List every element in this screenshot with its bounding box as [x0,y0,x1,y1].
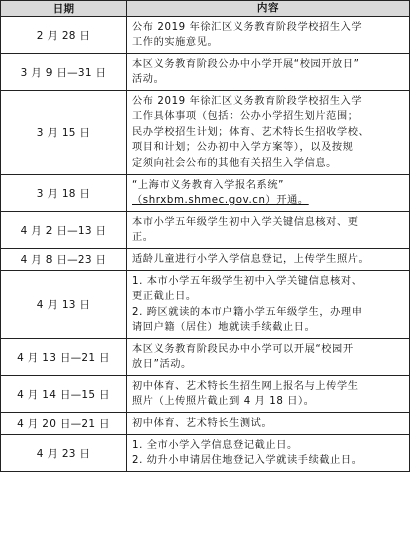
content-line: 项目和计划；公办初中入学方案等），以及按规 [132,142,354,154]
row-content [127,271,409,338]
content-line: 工作具体事项（包括：公办小学招生划片范围； [132,111,359,123]
content-line: 本区义务教育阶段公办中小学开展“校园开放日” [132,58,360,70]
content-line: 本市小学五年级学生初中入学关键信息核对、更 [132,216,359,228]
row-date: 2 月 28 日 [1,17,127,53]
header-date: 日期 [1,1,127,16]
table-header-row [0,0,410,17]
row-content [127,413,409,434]
header-content: 内容 [256,1,280,14]
table-row [0,339,410,376]
row-content [127,376,409,412]
row-date: 4 月 13 日—21 日 [1,339,127,375]
content-line: 民办学校招生计划；体育、艺术特长生招收学校、 [132,126,370,138]
table-row [0,17,410,54]
content-line: 2. 幼升小申请居住地登记入学就读手续截止日。 [132,455,363,466]
content-line: 公布 2019 年徐汇区义务教育阶段学校招生入学 [132,21,363,33]
table-row [0,413,410,435]
row-content [127,212,409,248]
row-date: 4 月 13 日 [1,271,127,338]
content-line: “上海市义务教育入学报名系统” [132,179,284,191]
content-line: 照片（上传照片截止到 4 月 18 日）。 [132,396,315,407]
row-content [127,91,409,174]
row-date: 4 月 8 日—23 日 [1,249,127,270]
table-row [0,54,410,91]
content-line: 放日”活动。 [132,359,192,370]
content-line: 请回户籍（居住）地就读手续截止日。 [132,322,316,333]
content-line: 活动。 [132,74,165,85]
row-content [127,17,409,53]
content-line: 公布 2019 年徐汇区义务教育阶段学校招生入学 [132,95,363,107]
content-line: 2. 跨区就读的本市户籍小学五年级学生，办理申 [132,306,363,318]
row-content [127,54,409,90]
content-line: 初中体育、艺术特长生招生网上报名与上传学生 [132,380,359,392]
content-line: 更正截止日。 [132,291,197,302]
content-line: 定须向社会公布的其他有关招生入学信息。 [132,157,337,169]
content-line: 1. 全市小学入学信息登记截止日。 [132,439,298,451]
row-date: 3 月 15 日 [1,91,127,174]
table-row [0,91,410,175]
row-content [127,175,409,211]
row-date: 4 月 2 日—13 日 [1,212,127,248]
table-row [0,376,410,413]
row-date: 3 月 18 日 [1,175,127,211]
content-line: 适龄儿童进行小学入学信息登记，上传学生照片。 [132,253,370,265]
content-line: 工作的实施意见。 [132,37,219,48]
row-date: 4 月 20 日—21 日 [1,413,127,434]
row-date: 3 月 9 日—31 日 [1,54,127,90]
registration-url[interactable]: （shrxbm.shmec.gov.cn）开通。 [132,195,309,206]
content-line: 1. 本市小学五年级学生初中入学关键信息核对、 [132,275,363,287]
table-row [0,435,410,472]
table-row [0,271,410,339]
content-line: 初中体育、艺术特长生测试。 [132,417,273,429]
content-line: 本区义务教育阶段民办中小学可以开展“校园开 [132,343,354,355]
row-date: 4 月 23 日 [1,435,127,471]
row-content [127,249,409,270]
row-date: 4 月 14 日—15 日 [1,376,127,412]
content-line: 正。 [132,232,154,243]
table-row [0,249,410,271]
table-row [0,212,410,249]
table-row [0,175,410,212]
row-content [127,339,409,375]
row-content [127,435,409,471]
